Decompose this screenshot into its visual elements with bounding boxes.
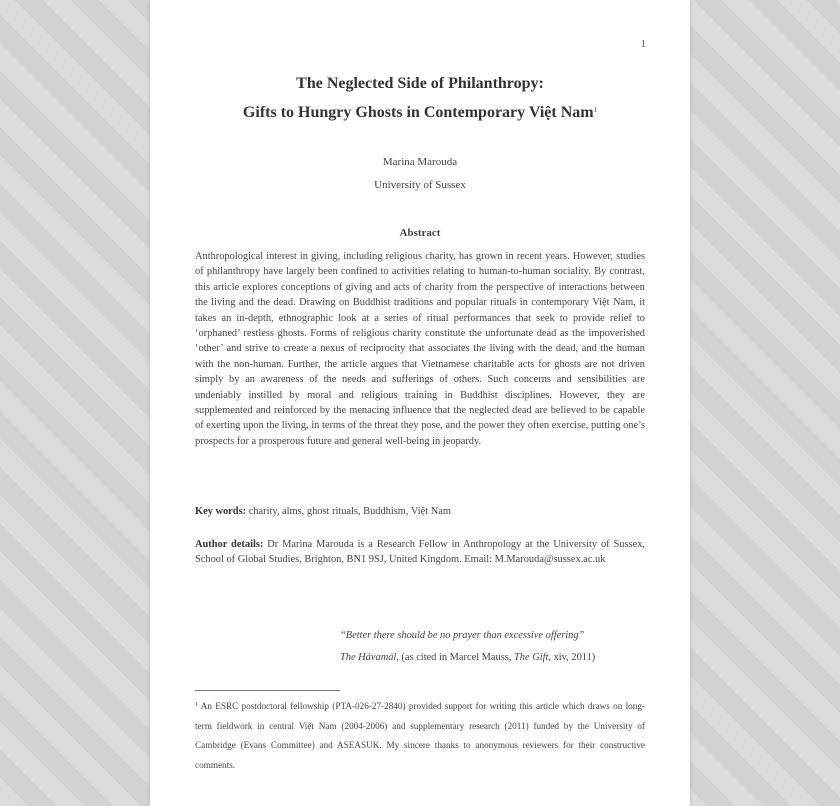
author-details-text: Dr Marina Marouda is a Research Fellow in Anthropology at the University of Sussex, School of Global Studies, Brighton, BN1 9SJ, United Kingdom. Email: M.Marouda@sussex.ac.uk bbox=[195, 539, 645, 566]
keywords bbox=[195, 504, 645, 519]
abstract-heading: Abstract bbox=[399, 227, 441, 239]
footnote-divider bbox=[195, 690, 340, 691]
footnote bbox=[195, 696, 645, 775]
footnote-mark: 1 bbox=[195, 702, 198, 708]
epigraph-source bbox=[340, 652, 595, 663]
title-footnote-mark[interactable]: 1 bbox=[593, 106, 598, 114]
author-details-label: Author details: bbox=[195, 539, 264, 550]
epigraph-source-middle: , (as cited in Marcel Mauss, bbox=[396, 652, 515, 663]
title-line-2-text: Gifts to Hungry Ghosts in Contemporary Việt Nam bbox=[242, 104, 594, 121]
author-details bbox=[195, 537, 645, 568]
epigraph-source-book: The Gift bbox=[514, 652, 549, 663]
title-line-2 bbox=[150, 104, 690, 122]
footnote-text: An ESRC postdoctoral fellowship (PTA-026-27-2840) provided support for writing this article which draws on long-term fieldwork in central Việt Nam (2004-2006) and supplementary research (2011) funded by the University of Cambridge (Evans Committee) and ASEASUK. My sincere thanks to anonymous reviewers for their constructive comments. bbox=[195, 701, 645, 770]
epigraph-source-title: The Hávamál bbox=[340, 652, 397, 663]
keywords-text: charity, alms, ghost rituals, Buddhism, Việt Nam bbox=[246, 506, 451, 517]
abstract-text: Anthropological interest in giving, including religious charity, has grown in recent years. However, studies of philanthropy have largely been confined to activities relating to human-to-human sociality. By contrast, this article explores conceptions of giving and acts of charity from the perspective of interactions between the living and the dead. Drawing on Buddhist traditions and popular rituals in contemporary Việt Nam, it takes an in-depth, ethnographic look at a series of ritual performances that seek to provide relief to ‘orphaned’ restless ghosts. Forms of religious charity constitute the unfortunate dead as the impoverished ‘other’ and strive to create a nexus of reciprocity that associates the living with the dead, and the human with the non-human. Further, the article argues that Vietnamese charitable acts for ghosts are not driven simply by an awareness of the needs and sufferings of others. Such concerns and sensibilities are undeniably instilled by moral and religious training in Buddhist disciplines. However, they are supplemented and reinforced by the menacing influence that the neglected dead are believed to be capable of exerting upon the living, in terms of the threat they pose, and the power they often exercise, putting one’s prospects for a prosperous future and general well-being in jeopardy. bbox=[195, 251, 645, 447]
title-line-1-text: The Neglected Side of Philanthropy: bbox=[296, 75, 544, 92]
epigraph-quote: “Better there should be no prayer than excessive offering” bbox=[340, 630, 585, 641]
author-name: Marina Marouda bbox=[382, 156, 458, 168]
title-line-1 bbox=[150, 75, 690, 93]
epigraph-source-end: , xiv, 2011) bbox=[548, 652, 596, 663]
keywords-label: Key words: bbox=[195, 506, 247, 517]
author-affiliation: University of Sussex bbox=[374, 179, 466, 191]
page-number: 1 bbox=[640, 38, 646, 50]
document-page bbox=[150, 0, 690, 806]
